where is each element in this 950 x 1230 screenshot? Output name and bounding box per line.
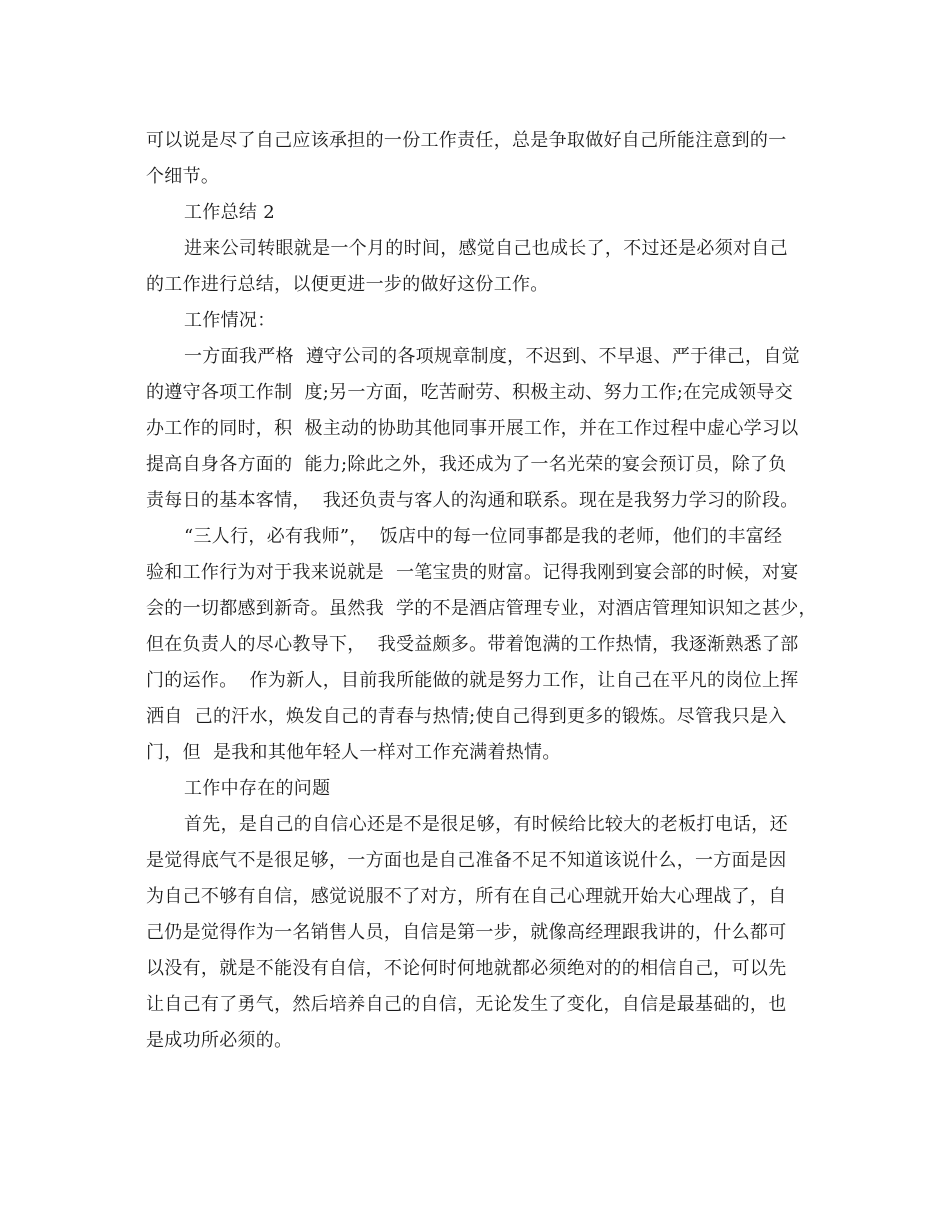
text-line: 为自己不够有自信，感觉说服不了对方，所有在自己心理就开始大心理战了，自 bbox=[146, 886, 787, 907]
section-heading: 工作情况： bbox=[184, 310, 276, 331]
text-line: 是成功所必须的。 bbox=[146, 1030, 293, 1051]
text-line: 以没有，就是不能没有自信，不论何时何地就都必须绝对的的相信自己，可以先 bbox=[146, 958, 787, 979]
text-line: 一方面我严格 遵守公司的各项规章制度，不迟到、不早退、严于律己，自觉 bbox=[184, 346, 800, 367]
text-line: 但在负责人的尽心教导下， 我受益颇多。带着饱满的工作热情，我逐渐熟悉了部 bbox=[146, 634, 799, 655]
text-line: 的遵守各项工作制 度;另一方面，吃苦耐劳、积极主动、努力工作;在完成领导交 bbox=[146, 382, 793, 403]
text-line: 门，但 是我和其他年轻人一样对工作充满着热情。 bbox=[146, 742, 561, 763]
text-line: 让自己有了勇气，然后培养自己的自信，无论发生了变化，自信是最基础的，也 bbox=[146, 994, 787, 1015]
text-line: 会的一切都感到新奇。虽然我 学的不是酒店管理专业，对酒店管理知识知之甚少， bbox=[146, 598, 817, 619]
text-line: 洒自 己的汗水，焕发自己的青春与热情;使自己得到更多的锻炼。尽管我只是入 bbox=[146, 706, 787, 727]
text-line: 个细节。 bbox=[146, 166, 220, 187]
text-line: 可以说是尽了自己应该承担的一份工作责任，总是争取做好自己所能注意到的一 bbox=[146, 130, 787, 151]
text-line: 首先，是自己的自信心还是不是很足够，有时候给比较大的老板打电话，还 bbox=[184, 814, 788, 835]
text-line: 是觉得底气不是很足够，一方面也是自己准备不足不知道该说什么，一方面是因 bbox=[146, 850, 787, 871]
section-heading: 工作总结 2 bbox=[184, 202, 275, 223]
text-line: 进来公司转眼就是一个月的时间，感觉自己也成长了，不过还是必须对自己 bbox=[184, 238, 788, 259]
text-line: 提高自身各方面的 能力;除此之外，我还成为了一名光荣的宴会预订员，除了负 bbox=[146, 454, 787, 475]
text-line: 验和工作行为对于我来说就是 一笔宝贵的财富。记得我刚到宴会部的时候，对宴 bbox=[146, 562, 799, 583]
text-line: 办工作的同时，积 极主动的协助其他同事开展工作，并在工作过程中虚心学习以 bbox=[146, 418, 799, 439]
text-line: 责每日的基本客情， 我还负责与客人的沟通和联系。现在是我努力学习的阶段。 bbox=[146, 490, 799, 511]
section-heading: 工作中存在的问题 bbox=[184, 778, 331, 799]
text-line: 的工作进行总结，以便更进一步的做好这份工作。 bbox=[146, 274, 549, 295]
text-line: 己仍是觉得作为一名销售人员，自信是第一步，就像高经理跟我讲的，什么都可 bbox=[146, 922, 787, 943]
text-line: “三人行，必有我师”， 饭店中的每一位同事都是我的老师，他们的丰富经 bbox=[184, 526, 783, 547]
document-body bbox=[146, 123, 826, 1059]
text-line: 门的运作。 作为新人，目前我所能做的就是努力工作，让自己在平凡的岗位上挥 bbox=[146, 670, 799, 691]
